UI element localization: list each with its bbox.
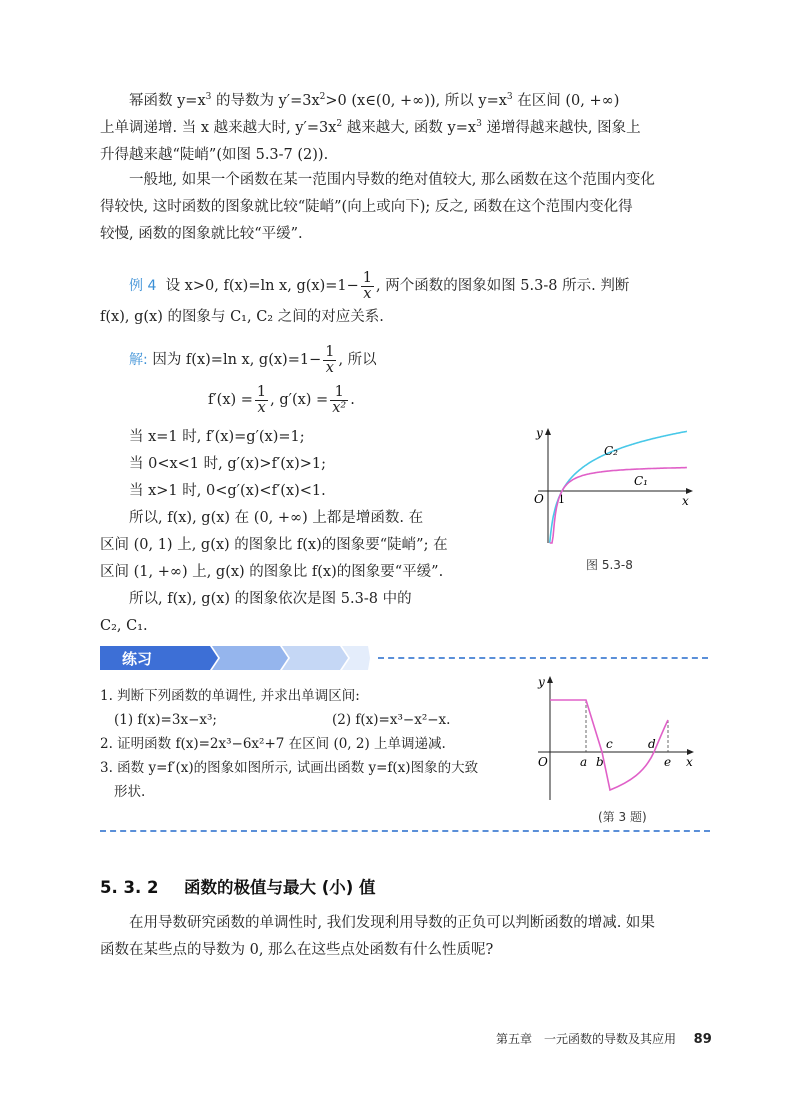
x-axis-label: x: [682, 494, 689, 508]
question-2: 2. 证明函数 f(x)=2x³−6x²+7 在区间 (0, 2) 上单调递减.: [100, 736, 446, 752]
summary-2: 区间 (0, 1) 上, g(x) 的图象比 f(x)的图象要“陡峭”; 在: [100, 537, 448, 553]
paragraph-power-function: [100, 88, 712, 169]
curve-c2: [550, 431, 687, 543]
solution-cases: [100, 424, 520, 640]
origin-label: O: [534, 492, 544, 506]
origin-label: O: [538, 755, 548, 769]
chapter-title: 第五章 一元函数的导数及其应用: [496, 1032, 677, 1046]
derivative-formulas: f′(x) = $\frac{1}{x}$ , g′(x) = $\frac{1}{\text{x²}}$ .: [208, 383, 355, 416]
page-number: 89: [693, 1032, 712, 1047]
example-line1: 例 4 设 x>0, f(x)=ln x, g(x)=1− $\frac{1}{x}$ , 两个函数的图象如图 5.3-8 所示. 判断: [129, 269, 630, 302]
case-2: 当 0<x<1 时, g′(x)>f′(x)>1;: [129, 456, 326, 472]
para1-line2: 上单调递增. 当 x 越来越大时, $y'=3x^2$ 越来越大, 函数 $y=x^3$ 递增得越来越快, 图象上: [100, 119, 641, 136]
para1-line3: 升得越来越“陡峭”(如图 5.3-7 (2)).: [100, 147, 329, 163]
question-1a: (1) f(x)=3x−x³;: [114, 712, 217, 728]
page-footer: [496, 1030, 712, 1047]
case-1: 当 x=1 时, f′(x)=g′(x)=1;: [129, 429, 305, 445]
solution-label: 解:: [129, 352, 148, 368]
figure-question-3: [530, 672, 710, 802]
para2-line2: 得较快, 这时函数的图象就比较“陡峭”(向上或向下); 反之, 函数在这个范围内变化得: [100, 199, 633, 215]
example-label: 例 4: [129, 278, 157, 294]
c2-label: C₂: [604, 444, 618, 458]
para2-line3: 较慢, 函数的图象就比较“平缓”.: [100, 226, 303, 242]
exercise-bottom-dashline: [100, 830, 710, 832]
section-number: 5. 3. 2: [100, 878, 159, 897]
section-intro-line1: 在用导数研究函数的单调性时, 我们发现利用导数的正负可以判断函数的增减. 如果: [129, 915, 655, 931]
label-a: a: [580, 755, 588, 769]
question-1b: (2) f(x)=x³−x²−x.: [332, 712, 451, 728]
label-c: c: [606, 737, 613, 751]
solution-line1: 解: 因为 f(x)=ln x, g(x)=1− $\frac{1}{x}$ , 所以: [129, 343, 377, 376]
section-intro-line2: 函数在某些点的导数为 0, 那么在这些点处函数有什么性质呢?: [100, 942, 494, 958]
case-3: 当 x>1 时, 0<g′(x)<f′(x)<1.: [129, 483, 326, 499]
para1-line1: 幂函数 $y=x^3$ 的导数为 $y'=3x^2>0$ (x∈(0, +∞)), 所以 $y=x^3$ 在区间 (0, +∞): [129, 92, 620, 109]
y-axis-label: y: [536, 426, 543, 440]
figure-question-3-caption: (第 3 题): [598, 810, 647, 824]
exercise-header: [100, 646, 370, 670]
y-axis-arrow: [545, 428, 551, 435]
y-axis-arrow: [547, 676, 553, 683]
exercise-title: 练习: [122, 650, 153, 668]
exercise-top-dashline: [378, 657, 708, 659]
figure-5-3-8: [530, 425, 700, 545]
example-4: [100, 268, 712, 331]
label-d: d: [648, 737, 656, 751]
solution-block: [100, 342, 520, 422]
example-line2: f(x), g(x) 的图象与 C₁, C₂ 之间的对应关系.: [100, 309, 384, 325]
summary-5: C₂, C₁.: [100, 618, 148, 634]
question-1-parts: [100, 708, 520, 732]
label-e: e: [664, 755, 672, 769]
x-axis-label: x: [686, 755, 693, 769]
summary-1: 所以, f(x), g(x) 在 (0, +∞) 上都是增函数. 在: [129, 510, 424, 526]
paragraph-general-rule: [100, 167, 712, 248]
c1-label: C₁: [634, 474, 648, 488]
section-intro: [100, 910, 712, 964]
section-title: 函数的极值与最大 (小) 值: [183, 878, 376, 897]
question-3-line1: 3. 函数 y=f′(x)的图象如图所示, 试画出函数 y=f(x)图象的大致: [100, 760, 479, 776]
summary-3: 区间 (1, +∞) 上, g(x) 的图象比 f(x)的图象要“平缓”.: [100, 564, 444, 580]
tick-1-label: 1: [558, 493, 565, 506]
question-3-line2: 形状.: [114, 784, 146, 800]
question-1: 1. 判断下列函数的单调性, 并求出单调区间:: [100, 688, 360, 704]
label-b: b: [596, 755, 604, 769]
fraction-1-over-x: $\frac{1}{x}$: [362, 269, 372, 302]
figure-5-3-8-caption: 图 5.3-8: [586, 558, 633, 572]
y-axis-label: y: [538, 675, 545, 689]
section-heading: [100, 874, 376, 898]
para2-line1: 一般地, 如果一个函数在某一范围内导数的绝对值较大, 那么函数在这个范围内变化: [129, 172, 655, 188]
summary-4: 所以, f(x), g(x) 的图象依次是图 5.3-8 中的: [129, 591, 412, 607]
exercise-questions: [100, 684, 520, 804]
